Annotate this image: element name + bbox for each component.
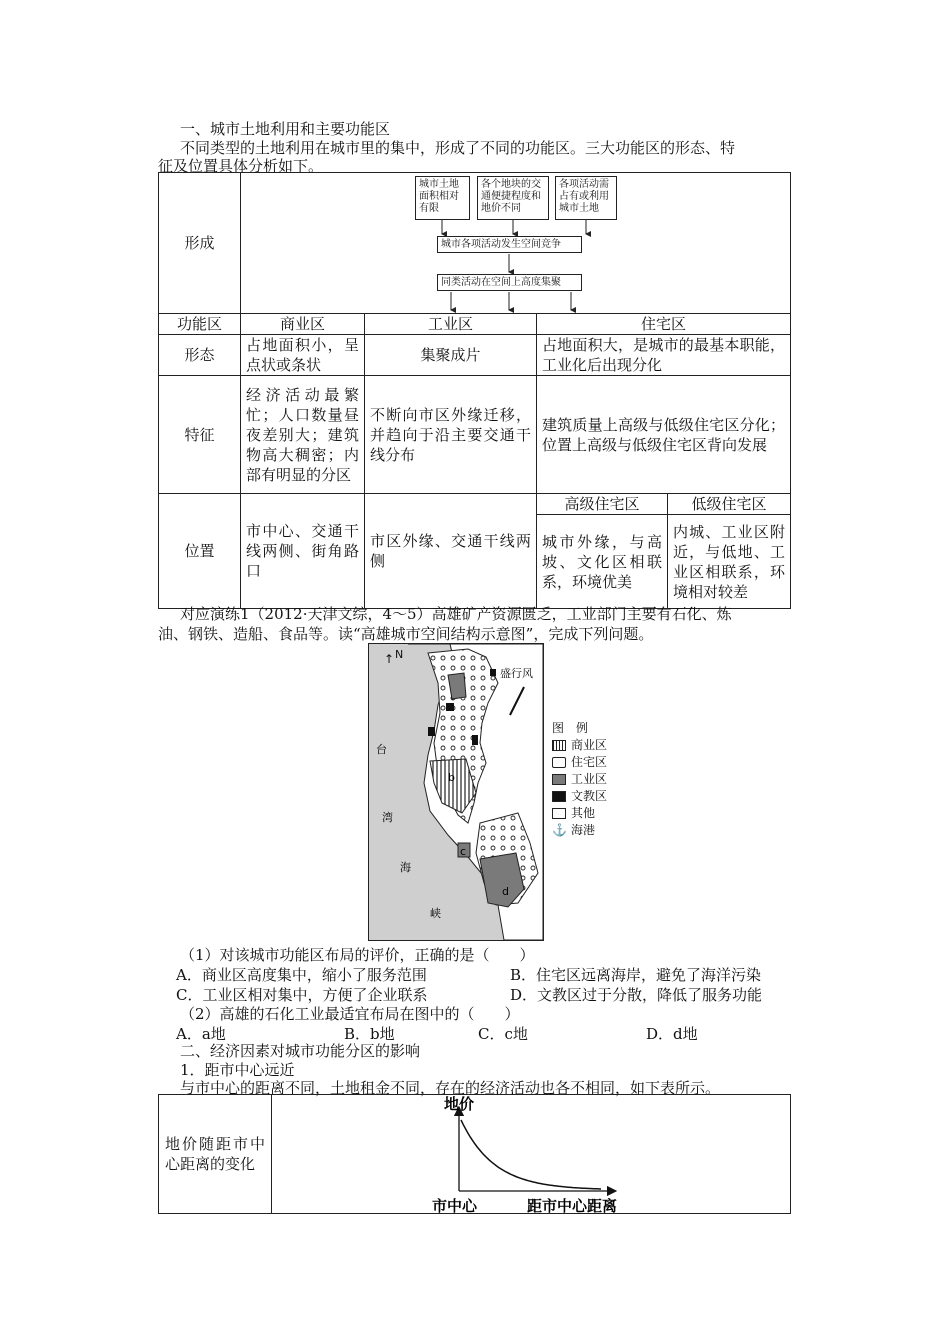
feature-commercial: 经济活动最繁忙；人口数量昼夜差别大；建筑物高大稠密；内部有明显的分区 [241, 376, 365, 494]
legend-swatch-other [552, 808, 566, 819]
flow-box-traffic-price: 各个地块的交通便捷程度和地价不同 [477, 176, 549, 220]
form-industrial: 集聚成片 [365, 335, 537, 376]
exercise-intro-line1: 对应演练1（2012·天津文综，4～5）高雄矿产资源匮乏，工业部门主要有石化、炼 [180, 605, 732, 623]
question-1: （1）对该城市功能区布局的评价，正确的是（ ） [180, 946, 535, 964]
flow-box-activities-need-land: 各项活动需占有或利用城市土地 [555, 176, 617, 220]
origin-label: 市中心 [432, 1197, 478, 1215]
legend-swatch-commercial [552, 740, 566, 751]
q2-option-b: B．b地 [344, 1025, 395, 1043]
header-commercial: 商业区 [241, 314, 365, 335]
feature-label: 特征 [159, 376, 241, 494]
point-c: c [460, 845, 467, 858]
legend-title: 图 例 [552, 721, 589, 735]
kaohsiung-map [368, 643, 544, 941]
y-axis-label: 地价 [444, 1095, 475, 1113]
location-label: 位置 [159, 494, 241, 609]
q1-option-a: A．商业区高度集中，缩小了服务范围 [176, 966, 427, 984]
section1-intro-line1: 不同类型的土地利用在城市里的集中，形成了不同的功能区。三大功能区的形态、特 [180, 139, 736, 157]
legend-label-education: 文教区 [571, 789, 608, 803]
point-a: a [456, 695, 463, 708]
flow-box-land-limited: 城市土地面积相对有限 [415, 176, 470, 220]
x-axis-label: 距市中心距离 [527, 1197, 618, 1215]
q2-option-a: A．a地 [176, 1025, 226, 1043]
location-high-residential: 城市外缘，与高坡、文化区相联系，环境优美 [536, 515, 667, 609]
exercise-intro-line2: 油、钢铁、造船、食品等。读“高雄城市空间结构示意图”，完成下列问题。 [158, 625, 654, 643]
location-high-header: 高级住宅区 [536, 494, 667, 515]
feature-industrial: 不断向市区外缘迁移，并趋向于沿主要交通干线分布 [365, 376, 537, 494]
location-low-header: 低级住宅区 [667, 494, 790, 515]
land-price-curve [461, 1120, 601, 1189]
legend-swatch-industrial [552, 774, 566, 785]
sea-char-1: 台 [376, 743, 387, 756]
q2-option-c: C．c地 [478, 1025, 528, 1043]
q1-option-d: D．文教区过于分散，降低了服务功能 [510, 986, 763, 1004]
point-b: b [448, 771, 455, 784]
formation-label: 形成 [159, 173, 241, 314]
location-commercial: 市中心、交通干线两侧、街角路口 [241, 494, 365, 609]
legend-swatch-education [552, 791, 566, 802]
sea-char-4: 峡 [430, 907, 441, 920]
flow-box-space-competition: 城市各项活动发生空间竞争 [437, 236, 582, 253]
land-price-label: 地价随距市中心距离的变化 [159, 1095, 272, 1214]
form-residential: 占地面积大，是城市的最基本职能，工业化后出现分化 [536, 335, 790, 376]
form-label: 形态 [159, 335, 241, 376]
legend-label-commercial: 商业区 [571, 738, 608, 752]
land-price-chart-cell [272, 1095, 791, 1214]
section1-intro-line2: 征及位置具体分析如下。 [158, 157, 324, 175]
map-legend [552, 720, 607, 839]
legend-label-residential: 住宅区 [571, 755, 608, 769]
wind-label: 盛行风 [500, 667, 533, 680]
functional-zone-table [158, 172, 791, 609]
feature-residential: 建筑质量上高级与低级住宅区分化；位置上高级与低级住宅区背向发展 [536, 376, 790, 494]
form-commercial: 占地面积小，呈点状或条状 [241, 335, 365, 376]
header-function-zone: 功能区 [159, 314, 241, 335]
legend-label-port: 海港 [571, 823, 596, 837]
legend-label-industrial: 工业区 [571, 772, 608, 786]
q2-option-d: D．d地 [646, 1025, 698, 1043]
header-industrial: 工业区 [365, 314, 537, 335]
flow-box-spatial-agglomeration: 同类活动在空间上高度集聚 [437, 274, 582, 291]
location-industrial: 市区外缘、交通干线两侧 [365, 494, 537, 609]
q1-option-c: C．工业区相对集中，方便了企业联系 [176, 986, 428, 1004]
section1-heading: 一、城市土地利用和主要功能区 [180, 120, 391, 138]
legend-label-other: 其他 [571, 806, 596, 820]
section2-intro: 与市中心的距离不同，土地租金不同，存在的经济活动也各不相同，如下表所示。 [180, 1079, 721, 1097]
sea-char-3: 海 [400, 861, 411, 874]
legend-swatch-residential [552, 757, 566, 768]
anchor-icon: ⚓ [552, 823, 567, 837]
section2-heading: 二、经济因素对城市功能分区的影响 [180, 1042, 421, 1060]
sea-char-2: 湾 [382, 811, 393, 824]
north-label: N [395, 648, 404, 661]
section2-sub1: 1．距市中心远近 [180, 1061, 295, 1079]
north-arrow-icon: ↑ [384, 652, 395, 666]
question-2: （2）高雄的石化工业最适宜布局在图中的（ ） [180, 1005, 520, 1023]
formation-flowchart-cell [241, 173, 791, 314]
land-price-chart [272, 1095, 792, 1215]
land-price-table [158, 1094, 791, 1214]
q1-option-b: B．住宅区远离海岸，避免了海洋污染 [510, 966, 762, 984]
header-residential: 住宅区 [536, 314, 790, 335]
point-d: d [502, 885, 509, 898]
location-low-residential: 内城、工业区附近，与低地、工业区相联系，环境相对较差 [667, 515, 790, 609]
